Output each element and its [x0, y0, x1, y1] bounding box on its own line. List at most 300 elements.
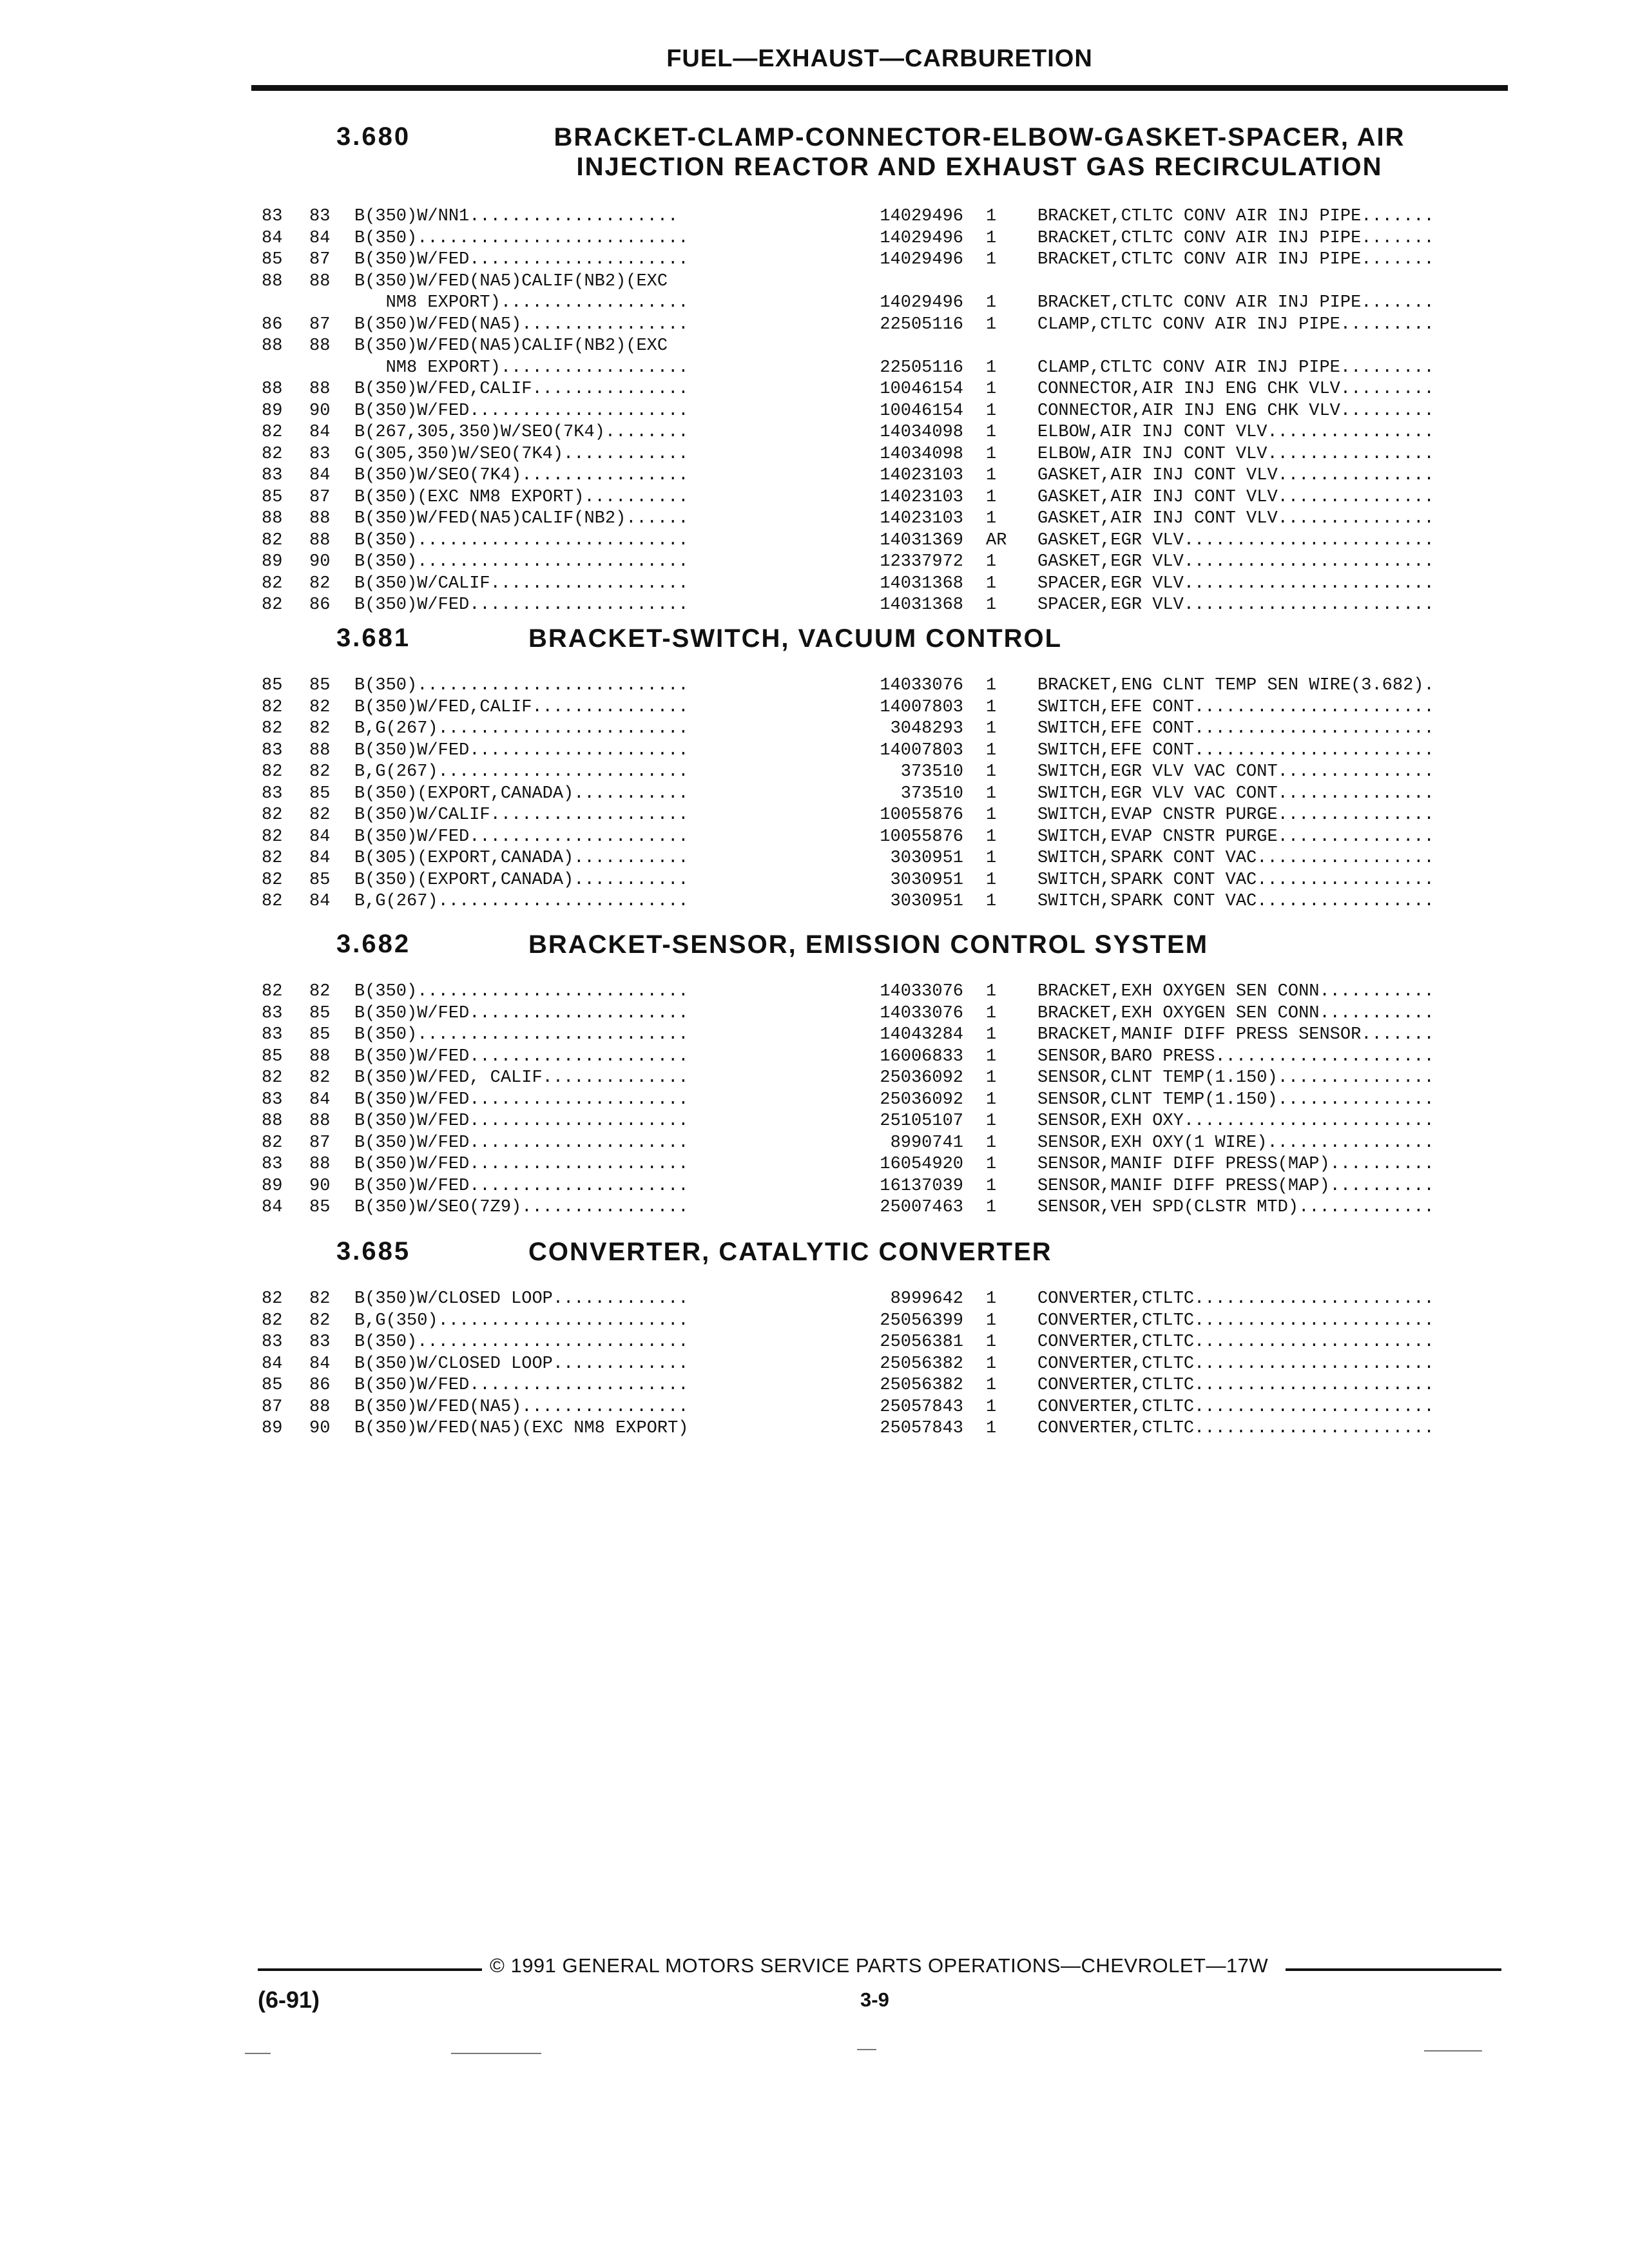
quantity: 1	[986, 1046, 997, 1066]
table-row	[258, 1375, 1482, 1397]
quantity: 1	[986, 762, 997, 782]
part-number: 14007803	[880, 697, 963, 717]
quantity: 1	[986, 293, 997, 312]
year-to: 88	[309, 1397, 331, 1417]
year-to: 84	[309, 1090, 331, 1110]
page-header: FUEL—EXHAUST—CARBURETION	[666, 45, 1093, 72]
quantity: 1	[986, 1025, 997, 1044]
section-title: CONVERTER, CATALYTIC CONVERTER	[528, 1238, 1052, 1266]
parts-section	[258, 624, 1482, 913]
year-to: 88	[309, 1155, 331, 1174]
part-name: GASKET,EGR VLV........................	[1037, 530, 1434, 550]
table-row	[258, 718, 1482, 740]
model-description: B(350)..........................	[354, 1025, 689, 1044]
year-from: 87	[262, 1397, 283, 1417]
part-number: 10055876	[880, 827, 963, 847]
year-to: 85	[309, 1198, 331, 1217]
footer-date: (6-91)	[258, 1986, 320, 2013]
table-row	[258, 1046, 1482, 1068]
year-from: 82	[262, 573, 283, 593]
quantity: 1	[986, 1311, 997, 1331]
scan-mark	[1424, 2050, 1482, 2052]
quantity: 1	[986, 207, 997, 226]
part-name: SWITCH,EGR VLV VAC CONT...............	[1037, 762, 1434, 782]
section-heading	[258, 930, 1482, 981]
quantity: 1	[986, 228, 997, 248]
table-row	[258, 891, 1482, 913]
table-row	[258, 981, 1482, 1003]
table-row	[258, 379, 1482, 401]
year-from: 89	[262, 1419, 283, 1438]
model-description: B(350)W/FED, CALIF..............	[354, 1068, 689, 1088]
quantity: 1	[986, 573, 997, 593]
year-to: 83	[309, 207, 331, 226]
model-description: B(350)W/FED(NA5)CALIF(NB2)......	[354, 509, 689, 528]
year-to: 86	[309, 595, 331, 615]
part-name: CONVERTER,CTLTC.......................	[1037, 1289, 1434, 1309]
quantity: 1	[986, 827, 997, 847]
footer-copyright: © 1991 GENERAL MOTORS SERVICE PARTS OPERATIONS—CHEVROLET—17W	[490, 1954, 1269, 1977]
year-to: 84	[309, 827, 331, 847]
year-to: 84	[309, 849, 331, 868]
part-number: 25056381	[880, 1332, 963, 1352]
quantity: 1	[986, 358, 997, 378]
part-number: 14023103	[880, 466, 963, 485]
year-to: 84	[309, 423, 331, 442]
quantity: 1	[986, 595, 997, 615]
section-number: 3.685	[336, 1237, 411, 1265]
part-name: CLAMP,CTLTC CONV AIR INJ PIPE.........	[1037, 314, 1434, 334]
year-from: 86	[262, 314, 283, 334]
model-description: B(350)..........................	[354, 1332, 689, 1352]
model-description: B(350)W/FED.....................	[354, 1376, 689, 1395]
footer-rule-left	[258, 1968, 482, 1971]
part-name: GASKET,AIR INJ CONT VLV...............	[1037, 509, 1434, 528]
part-name: SENSOR,EXH OXY(1 WIRE)................	[1037, 1133, 1434, 1153]
year-from: 82	[262, 1311, 283, 1331]
part-number: 22505116	[880, 314, 963, 334]
model-description: B(350)W/FED.....................	[354, 250, 689, 269]
part-number: 25056399	[880, 1311, 963, 1331]
model-description: B(350)W/FED.....................	[354, 595, 689, 615]
quantity: 1	[986, 1332, 997, 1352]
table-row	[258, 228, 1482, 250]
quantity: 1	[986, 423, 997, 442]
year-from: 85	[262, 487, 283, 507]
year-to: 84	[309, 892, 331, 911]
year-to: 82	[309, 805, 331, 825]
year-from: 85	[262, 1376, 283, 1395]
quantity: 1	[986, 1419, 997, 1438]
part-number: 25056382	[880, 1376, 963, 1395]
part-number: 14043284	[880, 1025, 963, 1044]
quantity: 1	[986, 892, 997, 911]
part-name: SENSOR,MANIF DIFF PRESS(MAP)..........	[1037, 1155, 1434, 1174]
quantity: 1	[986, 250, 997, 269]
model-description: B(350)W/FED.....................	[354, 740, 689, 760]
part-number: 14031368	[880, 595, 963, 615]
part-number: 14033076	[880, 676, 963, 695]
part-name: SWITCH,EFE CONT.......................	[1037, 740, 1434, 760]
quantity: 1	[986, 1155, 997, 1174]
part-number: 3030951	[890, 892, 963, 911]
table-row	[258, 1068, 1482, 1090]
year-to: 82	[309, 1289, 331, 1309]
table-row	[258, 740, 1482, 762]
year-from: 89	[262, 401, 283, 421]
parts-section	[258, 122, 1482, 617]
table-row	[258, 1397, 1482, 1419]
year-to: 87	[309, 314, 331, 334]
model-description: B(350)W/CLOSED LOOP.............	[354, 1289, 689, 1309]
year-to: 85	[309, 783, 331, 803]
part-name: SWITCH,SPARK CONT VAC.................	[1037, 892, 1434, 911]
section-number: 3.680	[336, 122, 411, 151]
model-description: B(305)(EXPORT,CANADA)...........	[354, 849, 689, 868]
model-description: B(350)(EXC NM8 EXPORT)..........	[354, 487, 689, 507]
part-number: 25056382	[880, 1354, 963, 1374]
part-number: 16137039	[880, 1176, 963, 1196]
model-description: B(350)W/SEO(7Z9)................	[354, 1198, 689, 1217]
year-to: 87	[309, 487, 331, 507]
year-from: 83	[262, 1003, 283, 1023]
table-row	[258, 508, 1482, 530]
quantity: 1	[986, 697, 997, 717]
part-number: 14029496	[880, 207, 963, 226]
part-name: SWITCH,EVAP CNSTR PURGE...............	[1037, 827, 1434, 847]
table-row	[258, 271, 1482, 314]
year-from: 89	[262, 1176, 283, 1196]
part-number: 22505116	[880, 358, 963, 378]
table-row	[258, 1332, 1482, 1354]
year-from: 82	[262, 762, 283, 782]
part-name: BRACKET,CTLTC CONV AIR INJ PIPE.......	[1037, 250, 1434, 269]
part-number: 25057843	[880, 1397, 963, 1417]
table-row	[258, 530, 1482, 552]
footer-page-number: 3-9	[860, 1988, 889, 2011]
part-number: 14029496	[880, 293, 963, 312]
year-from: 82	[262, 595, 283, 615]
part-number: 10046154	[880, 380, 963, 399]
year-from: 83	[262, 783, 283, 803]
part-name: GASKET,EGR VLV........................	[1037, 552, 1434, 572]
year-to: 82	[309, 982, 331, 1001]
quantity: 1	[986, 1198, 997, 1217]
year-to: 88	[309, 740, 331, 760]
table-row	[258, 401, 1482, 423]
part-number: 25007463	[880, 1198, 963, 1217]
quantity: 1	[986, 849, 997, 868]
year-from: 82	[262, 444, 283, 464]
year-from: 88	[262, 380, 283, 399]
part-number: 3048293	[890, 719, 963, 738]
table-row	[258, 1418, 1482, 1440]
table-row	[258, 697, 1482, 719]
year-to: 84	[309, 1354, 331, 1374]
year-to: 90	[309, 401, 331, 421]
year-to: 82	[309, 573, 331, 593]
year-to: 85	[309, 870, 331, 890]
year-from: 82	[262, 892, 283, 911]
part-name: GASKET,AIR INJ CONT VLV...............	[1037, 487, 1434, 507]
quantity: 1	[986, 1354, 997, 1374]
table-row	[258, 249, 1482, 271]
year-to: 90	[309, 1176, 331, 1196]
parts-section	[258, 1237, 1482, 1440]
quantity: 1	[986, 1068, 997, 1088]
year-from: 84	[262, 228, 283, 248]
part-number: 14031368	[880, 573, 963, 593]
table-row	[258, 206, 1482, 228]
year-from: 82	[262, 1133, 283, 1153]
part-name: CONVERTER,CTLTC.......................	[1037, 1376, 1434, 1395]
model-description: B(350)..........................	[354, 982, 689, 1001]
part-number: 14029496	[880, 250, 963, 269]
part-number: 8999642	[890, 1289, 963, 1309]
section-heading	[258, 1237, 1482, 1289]
year-from: 83	[262, 1090, 283, 1110]
year-to: 84	[309, 466, 331, 485]
table-row	[258, 805, 1482, 827]
parts-table	[258, 206, 1482, 617]
year-to: 83	[309, 1332, 331, 1352]
section-title: BRACKET-CLAMP-CONNECTOR-ELBOW-GASKET-SPACER, AIR INJECTION REACTOR AND EXHAUST GAS RECIRCULATION	[554, 123, 1405, 181]
quantity: 1	[986, 401, 997, 421]
year-to: 90	[309, 552, 331, 572]
year-to: 85	[309, 1003, 331, 1023]
model-description: B(350)W/FED.....................	[354, 1090, 689, 1110]
part-number: 14031369	[880, 530, 963, 550]
model-description: B(350)W/FED(NA5)CALIF(NB2)(EXC NM8 EXPORT)..................	[354, 271, 689, 312]
quantity: 1	[986, 1176, 997, 1196]
part-name: SWITCH,SPARK CONT VAC.................	[1037, 870, 1434, 890]
quantity: 1	[986, 466, 997, 485]
table-row	[258, 1133, 1482, 1155]
section-heading	[258, 624, 1482, 675]
model-description: B,G(267)........................	[354, 892, 689, 911]
part-number: 14023103	[880, 509, 963, 528]
year-to: 82	[309, 697, 331, 717]
part-name: SWITCH,EGR VLV VAC CONT...............	[1037, 783, 1434, 803]
model-description: B(350)W/FED.....................	[354, 1155, 689, 1174]
year-from: 83	[262, 1025, 283, 1044]
quantity: 1	[986, 444, 997, 464]
quantity: 1	[986, 1133, 997, 1153]
year-to: 86	[309, 1376, 331, 1395]
parts-table	[258, 1289, 1482, 1440]
year-from: 82	[262, 423, 283, 442]
part-number: 25105107	[880, 1111, 963, 1131]
part-number: 14029496	[880, 228, 963, 248]
year-from: 88	[262, 271, 283, 291]
year-to: 84	[309, 228, 331, 248]
year-to: 83	[309, 444, 331, 464]
year-from: 83	[262, 207, 283, 226]
part-name: SENSOR,BARO PRESS.....................	[1037, 1046, 1434, 1066]
year-from: 88	[262, 336, 283, 356]
year-to: 90	[309, 1419, 331, 1438]
table-row	[258, 827, 1482, 849]
part-number: 14033076	[880, 982, 963, 1001]
part-name: SPACER,EGR VLV........................	[1037, 595, 1434, 615]
part-number: 14023103	[880, 487, 963, 507]
table-row	[258, 336, 1482, 379]
part-name: BRACKET,CTLTC CONV AIR INJ PIPE.......	[1037, 207, 1434, 226]
part-name: CONVERTER,CTLTC.......................	[1037, 1397, 1434, 1417]
part-name: SENSOR,VEH SPD(CLSTR MTD).............	[1037, 1198, 1434, 1217]
parts-section	[258, 930, 1482, 1219]
year-from: 82	[262, 849, 283, 868]
part-name: BRACKET,ENG CLNT TEMP SEN WIRE(3.682).	[1037, 676, 1434, 695]
year-from: 88	[262, 509, 283, 528]
scan-mark	[245, 2053, 271, 2054]
model-description: B(350)..........................	[354, 676, 689, 695]
table-row	[258, 573, 1482, 595]
quantity: 1	[986, 380, 997, 399]
scan-mark	[857, 2049, 876, 2050]
model-description: B(350)W/FED.....................	[354, 1133, 689, 1153]
year-to: 85	[309, 1025, 331, 1044]
part-name: SENSOR,CLNT TEMP(1.150)...............	[1037, 1068, 1434, 1088]
part-name: BRACKET,CTLTC CONV AIR INJ PIPE.......	[1037, 228, 1434, 248]
table-row	[258, 552, 1482, 573]
section-title: BRACKET-SWITCH, VACUUM CONTROL	[528, 624, 1063, 653]
model-description: B(350)W/CALIF...................	[354, 805, 689, 825]
part-number: 14034098	[880, 423, 963, 442]
year-to: 88	[309, 380, 331, 399]
model-description: B(350)W/FED.....................	[354, 827, 689, 847]
table-row	[258, 1024, 1482, 1046]
header-rule	[251, 85, 1508, 91]
year-from: 82	[262, 827, 283, 847]
parts-table	[258, 981, 1482, 1219]
part-number: 373510	[900, 783, 963, 803]
year-to: 88	[309, 1111, 331, 1131]
model-description: B(350)W/CLOSED LOOP.............	[354, 1354, 689, 1374]
part-name: SENSOR,CLNT TEMP(1.150)...............	[1037, 1090, 1434, 1110]
table-row	[258, 1354, 1482, 1376]
model-description: B(350)W/FED,CALIF...............	[354, 697, 689, 717]
year-from: 84	[262, 1198, 283, 1217]
quantity: 1	[986, 1289, 997, 1309]
year-to: 88	[309, 530, 331, 550]
year-from: 82	[262, 719, 283, 738]
section-heading	[258, 122, 1482, 206]
part-name: ELBOW,AIR INJ CONT VLV................	[1037, 444, 1434, 464]
quantity: 1	[986, 487, 997, 507]
table-row	[258, 1197, 1482, 1219]
part-name: CONNECTOR,AIR INJ ENG CHK VLV.........	[1037, 380, 1434, 399]
model-description: B(350)W/FED(NA5)................	[354, 1397, 689, 1417]
part-number: 3030951	[890, 870, 963, 890]
quantity: 1	[986, 783, 997, 803]
model-description: B(350)W/FED.....................	[354, 1003, 689, 1023]
model-description: B(350)W/FED(NA5)(EXC NM8 EXPORT)	[354, 1419, 689, 1438]
model-description: B,G(267)........................	[354, 719, 689, 738]
year-to: 88	[309, 1046, 331, 1066]
section-number: 3.681	[336, 624, 411, 652]
year-from: 82	[262, 1068, 283, 1088]
part-name: CONVERTER,CTLTC.......................	[1037, 1332, 1434, 1352]
part-name: BRACKET,EXH OXYGEN SEN CONN...........	[1037, 1003, 1434, 1023]
section-number: 3.682	[336, 930, 411, 958]
quantity: 1	[986, 509, 997, 528]
model-description: B(350)..........................	[354, 552, 689, 572]
year-to: 87	[309, 250, 331, 269]
model-description: B(350)W/FED(NA5)CALIF(NB2)(EXC NM8 EXPORT)..................	[354, 336, 689, 378]
section-title: BRACKET-SENSOR, EMISSION CONTROL SYSTEM	[528, 930, 1209, 959]
part-name: ELBOW,AIR INJ CONT VLV................	[1037, 423, 1434, 442]
part-number: 8990741	[890, 1133, 963, 1153]
table-row	[258, 870, 1482, 892]
model-description: B(350)W/FED(NA5)................	[354, 314, 689, 334]
year-to: 85	[309, 676, 331, 695]
part-number: 25036092	[880, 1090, 963, 1110]
quantity: 1	[986, 1090, 997, 1110]
year-from: 82	[262, 982, 283, 1001]
year-from: 82	[262, 805, 283, 825]
year-to: 88	[309, 336, 331, 356]
model-description: B(350)..........................	[354, 228, 689, 248]
part-name: CONVERTER,CTLTC.......................	[1037, 1311, 1434, 1331]
part-number: 12337972	[880, 552, 963, 572]
model-description: B(350)(EXPORT,CANADA)...........	[354, 783, 689, 803]
model-description: B(350)..........................	[354, 530, 689, 550]
table-row	[258, 1176, 1482, 1198]
part-name: BRACKET,EXH OXYGEN SEN CONN...........	[1037, 982, 1434, 1001]
parts-table	[258, 675, 1482, 913]
part-number: 14034098	[880, 444, 963, 464]
part-name: CLAMP,CTLTC CONV AIR INJ PIPE.........	[1037, 358, 1434, 378]
model-description: B(350)W/FED.....................	[354, 1111, 689, 1131]
part-number: 14007803	[880, 740, 963, 760]
quantity: 1	[986, 870, 997, 890]
part-name: SWITCH,EFE CONT.......................	[1037, 697, 1434, 717]
part-name: GASKET,AIR INJ CONT VLV...............	[1037, 466, 1434, 485]
year-from: 84	[262, 1354, 283, 1374]
table-row	[258, 595, 1482, 617]
year-from: 82	[262, 870, 283, 890]
year-from: 82	[262, 1289, 283, 1309]
part-name: SWITCH,SPARK CONT VAC.................	[1037, 849, 1434, 868]
table-row	[258, 444, 1482, 466]
year-from: 82	[262, 697, 283, 717]
part-name: CONNECTOR,AIR INJ ENG CHK VLV.........	[1037, 401, 1434, 421]
table-row	[258, 675, 1482, 697]
quantity: 1	[986, 719, 997, 738]
model-description: B(267,305,350)W/SEO(7K4)........	[354, 423, 689, 442]
model-description: B,G(350)........................	[354, 1311, 689, 1331]
table-row	[258, 1311, 1482, 1332]
year-from: 85	[262, 250, 283, 269]
quantity: 1	[986, 1003, 997, 1023]
model-description: G(305,350)W/SEO(7K4)............	[354, 444, 689, 464]
quantity: 1	[986, 314, 997, 334]
year-from: 83	[262, 1155, 283, 1174]
part-number: 10055876	[880, 805, 963, 825]
year-to: 82	[309, 1068, 331, 1088]
table-row	[258, 848, 1482, 870]
year-from: 83	[262, 466, 283, 485]
part-name: BRACKET,MANIF DIFF PRESS SENSOR.......	[1037, 1025, 1434, 1044]
year-from: 83	[262, 1332, 283, 1352]
year-from: 89	[262, 552, 283, 572]
quantity: 1	[986, 982, 997, 1001]
year-from: 85	[262, 1046, 283, 1066]
model-description: B,G(267)........................	[354, 762, 689, 782]
part-number: 25057843	[880, 1419, 963, 1438]
quantity: AR	[986, 530, 1007, 550]
